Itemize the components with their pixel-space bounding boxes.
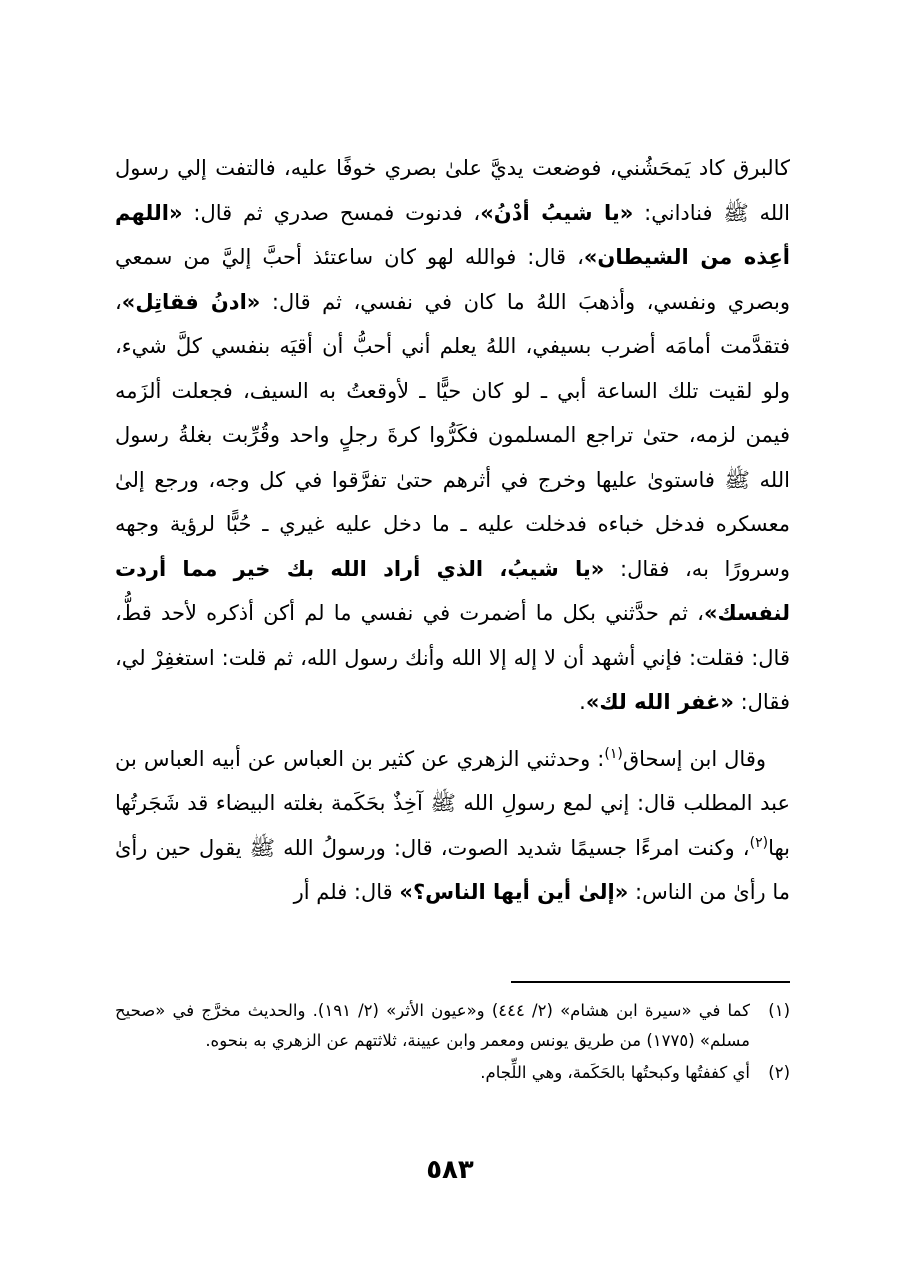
text-run: ، قال: فوالله لهو كان ساعتئذ أحبَّ إليَّ من سمعي وبصري ونفسي، وأذهبَ اللهُ ما كان في نفسي، ثم قال:: [115, 245, 790, 314]
text-run: : وحدثني الزهري عن كثير بن العباس عن أبيه العباس بن عبد المطلب قال: إني لمع رسولِ الله ﷺ آخِذٌ بحَكَمة بغلته البيضاء قد شَجَرتُها بها: [115, 746, 790, 860]
text-run: ، وكنت امرءًا جسيمًا شديد الصوت، قال: ورسولُ الله ﷺ يقول حين رأىٰ ما رأىٰ من الناس:: [115, 835, 790, 904]
footnote-marker-2[interactable]: (٢): [749, 834, 769, 851]
footnote-2: [115, 1058, 790, 1088]
paragraph-2: [115, 737, 790, 915]
hadith-quote: «اللهم أعِذه من الشيطان»: [115, 200, 791, 269]
hadith-quote: «غفر الله لك»: [585, 690, 734, 714]
text-run: قال: فلم أر: [293, 880, 400, 904]
footnote-1: [115, 996, 790, 1056]
footnotes: [115, 996, 790, 1090]
paragraph-1: [115, 146, 790, 725]
footnote-text: كما في «سيرة ابن هشام» (٢/ ٤٤٤) و«عيون الأثر» (٢/ ١٩١). والحديث مخرَّج في «صحيح مسلم» (١٧٧٥) من طريق يونس ومعمر وابن عيينة، ثلاثتهم عن الزهري به بنحوه.: [115, 1001, 750, 1050]
footnote-text: أي كففتُها وكبحتُها بالحَكَمة، وهي اللِّجام.: [480, 1063, 750, 1082]
footnote-number: (١): [768, 1001, 790, 1020]
text-run: .: [579, 690, 586, 714]
hadith-quote: «ادنُ فقاتِل»: [121, 289, 261, 314]
text-run: وقال ابن إسحاق: [622, 746, 766, 771]
hadith-quote: «إلىٰ أين أيها الناس؟»: [399, 880, 629, 904]
footnote-marker-1[interactable]: (١): [604, 745, 623, 762]
footnote-divider: [511, 981, 790, 983]
text-run: ، فدنوت فمسح صدري ثم قال:: [182, 200, 481, 225]
hadith-quote: «يا شيبُ، الذي أراد الله بك خير مما أردت لنفسك»: [115, 556, 790, 625]
text-run: ، ثم حدَّثني بكل ما أضمرت في نفسي ما لم أكن أذكره لأحد قطُّ، قال: فقلت: فإني أشهد أن لا إله إلا الله وأنك رسول الله، ثم قلت: استغفِرْ لي، فقال:: [115, 601, 790, 714]
main-text: [115, 146, 790, 915]
page-number: ٥٨٣: [426, 1155, 474, 1185]
text-run: ، فتقدَّمت أمامَه أضرب بسيفي، اللهُ يعلم أني أحبُّ أن أقيَه بنفسي كلَّ شيء، ولو لقيت تلك الساعة أبي ـ لو كان حيًّا ـ لأوقعتُ به السيف، فجعلت ألزَمه فيمن لزمه، حتىٰ تراجع المسلمون فكَرُّوا كرةَ رجلٍ واحد وقُرِّبت بغلةُ رسول الله ﷺ فاستوىٰ عليها وخرج في أثرهم حتىٰ تفرَّقوا في كل وجه، ورجع إلىٰ معسكره فدخل خباءه فدخلت عليه ـ ما دخل عليه غيري ـ حُبًّا لرؤية وجهه وسرورًا به، فقال:: [115, 289, 790, 581]
hadith-quote: «يا شيبُ أدْنُ»: [480, 200, 634, 225]
text-run: كالبرق كاد يَمحَشُني، فوضعت يديَّ علىٰ بصري خوفًا عليه، فالتفت إلي رسول الله ﷺ فناداني:: [115, 156, 790, 225]
footnote-number: (٢): [768, 1063, 790, 1082]
